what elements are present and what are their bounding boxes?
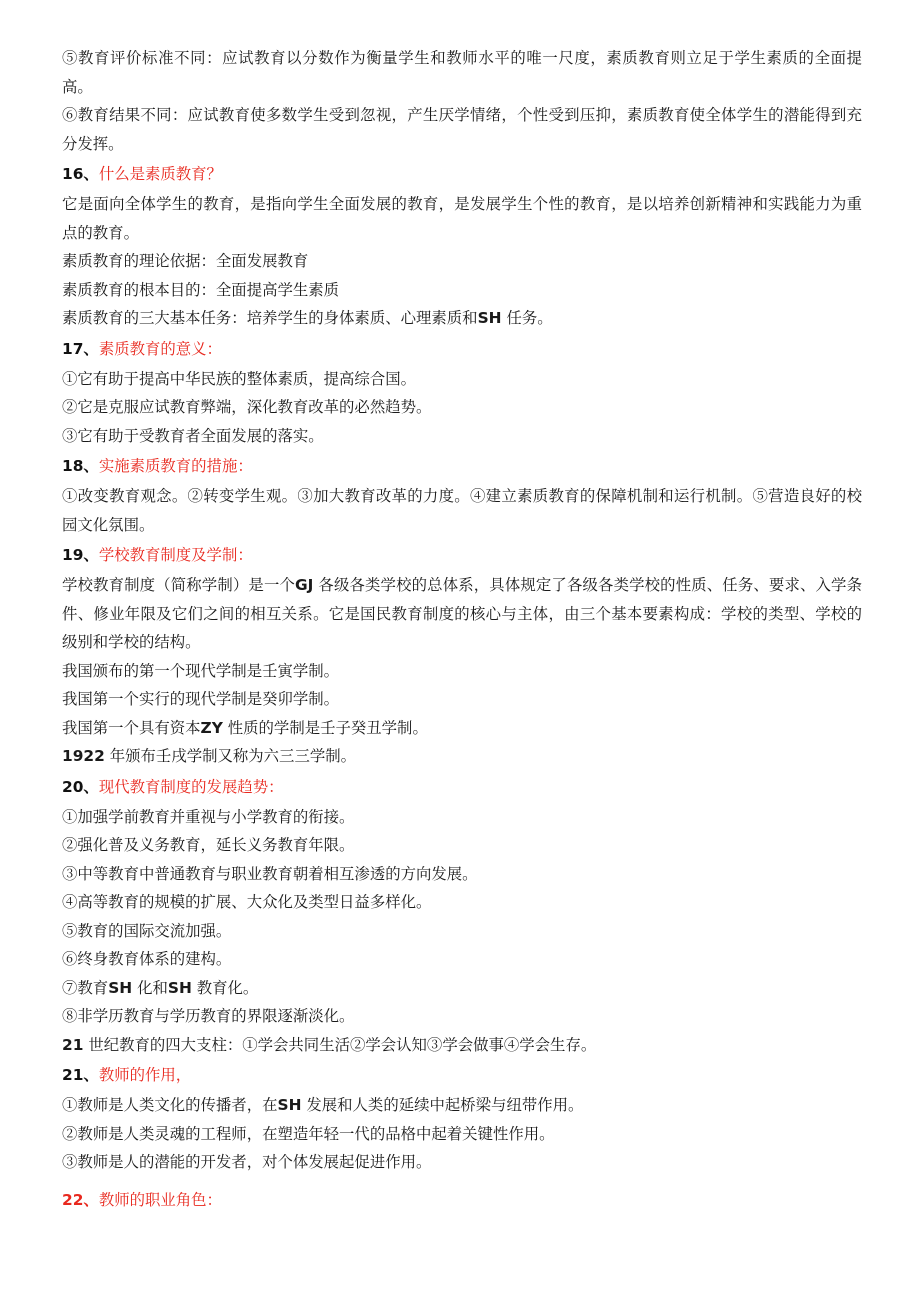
heading-number: 22、 [62,1190,99,1209]
text-segment: 我国第一个具有资本 [62,718,201,737]
heading-number: 20、 [62,777,99,796]
text-four-pillars [62,1031,862,1060]
text-1922-system [62,742,862,771]
heading-21 [62,1060,862,1091]
heading-title: 教师的作用， [98,1066,192,1084]
list-item: ②教师是人类灵魂的工程师，在塑造年轻一代的品格中起着关键性作用。 [62,1124,555,1143]
text-segment: 性质的学制是壬子癸丑学制。 [227,718,428,737]
text-segment: 各级各类学校的总体系，具体规定了各级各类学校的性质、任务、要求、入学条件、修业年限及它们之间的相互关系。它是国民教育制度的核心与主体，由三个基本要素构成：学校的类型、学校的级别和学校的结构。 [62,576,862,651]
heading-title: 现代教育制度的发展趋势： [98,777,284,796]
text-abbrev: SH [277,1096,302,1114]
text-segment: 任务。 [506,309,553,327]
text-first-capitalist [62,714,862,743]
text-segment: 教育化。 [196,978,259,997]
list-item: ③教师是人的潜能的开发者，对个体发展起促进作用。 [62,1153,432,1171]
text-first-promulgated: 我国颁布的第一个现代学制是壬寅学制。 [62,661,340,680]
list-item: ⑥终身教育体系的建构。 [62,950,232,968]
text-abbrev: ZY [200,718,223,737]
heading-title: 教师的职业角色： [98,1190,222,1209]
text-segment: ①教师是人类文化的传播者，在 [62,1096,278,1114]
heading-20 [62,772,862,803]
list-item: ③它有助于受教育者全面发展的落实。 [62,426,324,445]
text-theory-basis: 素质教育的理论依据：全面发展教育 [62,252,309,270]
list-item [62,974,862,1003]
text-abbrev: GJ [295,576,314,594]
heading-22 [62,1185,862,1216]
heading-number: 19、 [62,546,99,564]
paragraph-measures: ①改变教育观念。②转变学生观。③加大教育改革的力度。④建立素质教育的保障机制和运行机制。⑤营造良好的校园文化氛围。 [62,487,862,534]
text-abbrev: SH [477,309,502,327]
text-year: 21 [62,1035,84,1054]
heading-title: 学校教育制度及学制： [98,546,253,564]
heading-title: 实施素质教育的措施： [98,457,253,475]
heading-title: 什么是素质教育？ [98,165,222,183]
paragraph-education-result: ⑥教育结果不同：应试教育使多数学生受到忽视，产生厌学情绪，个性受到压抑，素质教育使全体学生的潜能得到充分发挥。 [62,106,862,153]
heading-number: 21、 [62,1066,99,1084]
text-year: 1922 [62,747,105,765]
list-item [62,1091,862,1120]
paragraph-quality-education-definition: 它是面向全体学生的教育，是指向学生全面发展的教育，是发展学生个性的教育，是以培养创新精神和实践能力为重点的教育。 [62,195,862,242]
text-segment: 素质教育的三大基本任务：培养学生的身体素质、心理素质和 [62,309,478,327]
text-segment: ⑦教育 [62,978,109,997]
list-item: ②强化普及义务教育，延长义务教育年限。 [62,836,355,854]
text-basic-tasks [62,304,862,333]
list-item: ①它有助于提高中华民族的整体素质，提高综合国。 [62,369,416,388]
list-item: ①加强学前教育并重视与小学教育的衔接。 [62,807,355,826]
list-item: ②它是克服应试教育弊端，深化教育改革的必然趋势。 [62,398,432,416]
list-item: ⑤教育的国际交流加强。 [62,921,232,940]
list-item: ⑧非学历教育与学历教育的界限逐渐淡化。 [62,1007,355,1025]
heading-19 [62,540,862,571]
heading-number: 16、 [62,165,99,183]
text-fundamental-goal: 素质教育的根本目的：全面提高学生素质 [62,280,340,299]
heading-title: 素质教育的意义： [98,339,222,358]
heading-number: 17、 [62,339,99,358]
list-item: ④高等教育的规模的扩展、大众化及类型日益多样化。 [62,893,432,911]
text-segment: 年颁布壬戌学制又称为六三三学制。 [109,747,357,765]
text-segment: 发展和人类的延续中起桥梁与纽带作用。 [306,1096,584,1114]
paragraph-school-system-definition [62,571,862,657]
heading-18 [62,451,862,482]
heading-number: 18、 [62,457,99,475]
text-first-implemented: 我国第一个实行的现代学制是癸卯学制。 [62,690,340,708]
heading-17 [62,334,862,365]
text-segment: 世纪教育的四大支柱：①学会共同生活②学会认知③学会做事④学会生存。 [88,1035,597,1054]
paragraph-evaluation-standard: ⑤教育评价标准不同：应试教育以分数作为衡量学生和教师水平的唯一尺度，素质教育则立足于学生素质的全面提高。 [62,49,862,96]
heading-16 [62,159,862,190]
list-item: ③中等教育中普通教育与职业教育朝着相互渗透的方向发展。 [62,864,478,883]
text-abbrev: SH [108,978,133,997]
text-segment: 学校教育制度（简称学制）是一个 [62,576,296,594]
text-abbrev: SH [167,978,192,997]
text-segment: 化和 [137,978,168,997]
